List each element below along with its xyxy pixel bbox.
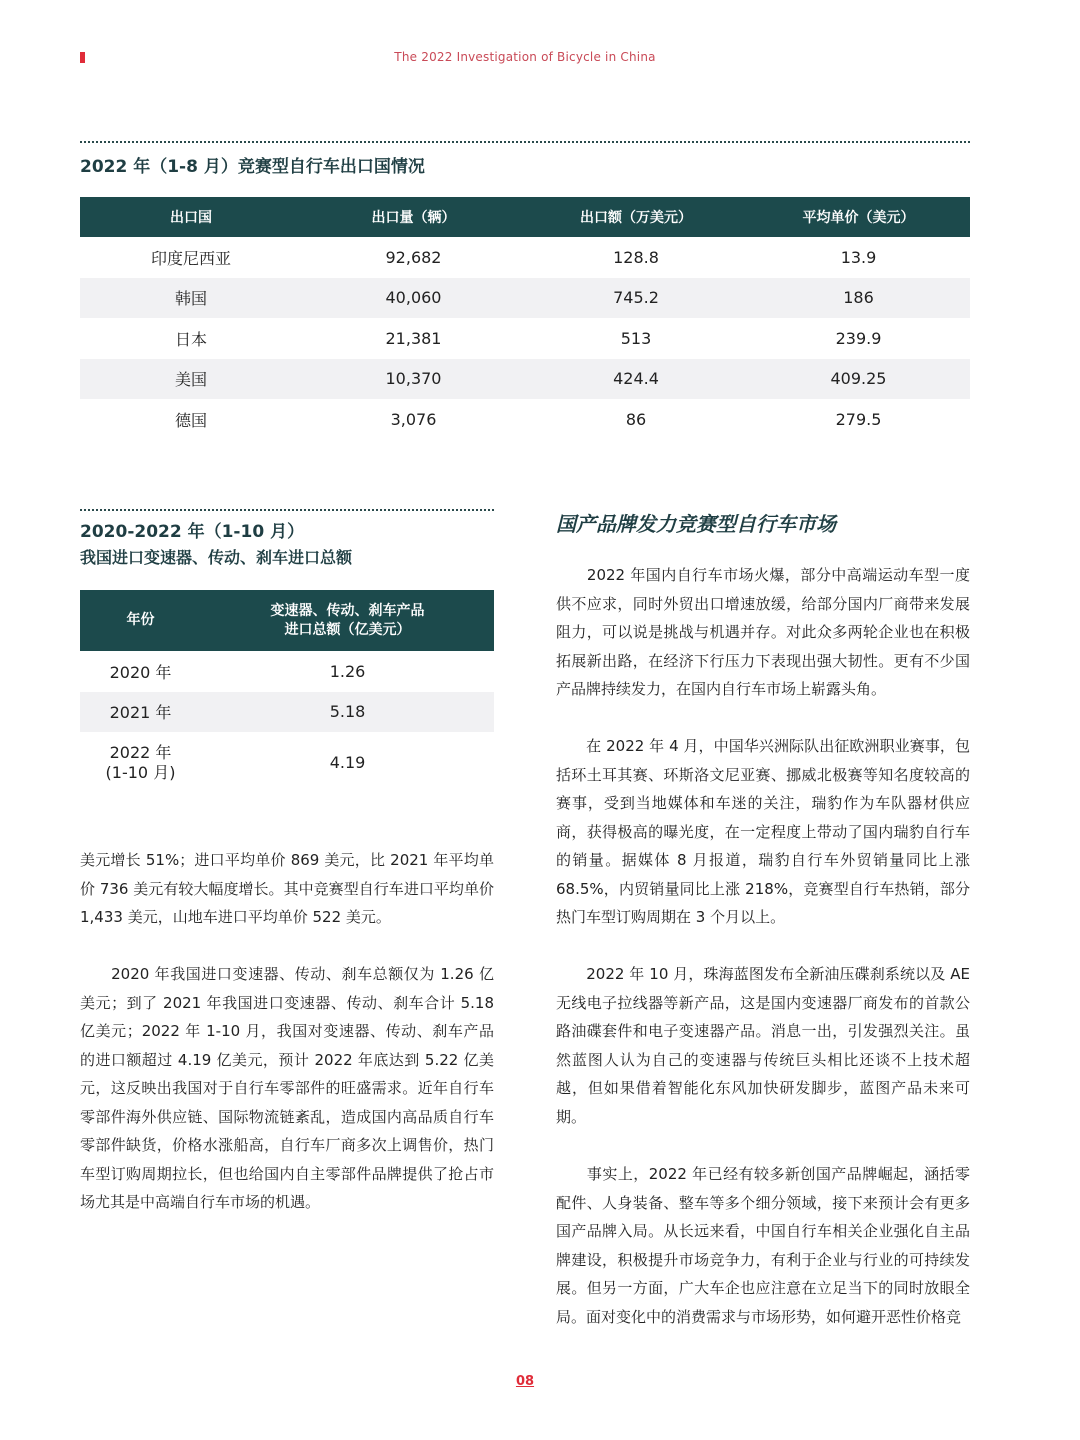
table-cell: 424.4	[525, 359, 747, 400]
section-heading: 国产品牌发力竞赛型自行车市场	[556, 512, 836, 536]
table-row	[80, 732, 494, 793]
column-header-line1: 变速器、传动、刹车产品	[270, 602, 425, 619]
table-row	[80, 359, 970, 400]
table-cell: 4.19	[329, 752, 366, 772]
table-cell: 409.25	[747, 359, 970, 400]
table-cell: 2020 年	[109, 662, 172, 682]
right-paragraph-3: 2022 年 10 月，珠海蓝图发布全新油压碟刹系统以及 AE 无线电子拉线器等新产品，这是国内变速器厂商发布的首款公路油碟套件和电子变速器产品。消息一出，引发强烈关注。虽然蓝图人认为自己的变速器与传统巨头相比还谈不上技术超越，但如果借着智能化东风加快研发脚步，蓝图产品未来可期。	[556, 965, 970, 1126]
import-totals-table	[80, 590, 494, 793]
table-cell: 86	[625, 409, 647, 429]
table-cell: 3,076	[390, 409, 437, 429]
table-row	[80, 237, 970, 278]
right-paragraph-4: 事实上，2022 年已经有较多新创国产品牌崛起，涵括零配件、人身装备、整车等多个细分领域，接下来预计会有更多国产品牌入局。从长远来看，中国自行车相关企业强化自主品牌建设，积极提升市场竞争力，有利于企业与行业的可持续发展。但另一方面，广大车企也应注意在立足当下的同时放眼全局。面对变化中的消费需求与市场形势，如何避开恶性价格竞	[556, 1165, 970, 1326]
table2-title-line1: 2020-2022 年（1-10 月）	[80, 522, 305, 542]
year-sublabel: (1-10 月)	[105, 762, 176, 782]
dotted-divider	[80, 141, 970, 143]
year-label: 2022 年	[109, 742, 172, 762]
table-cell: 1.26	[329, 661, 366, 681]
export-countries-table	[80, 197, 970, 440]
table-row	[80, 399, 970, 440]
table-cell: 40,060	[302, 278, 525, 319]
column-header-unit-price: 平均单价（美元）	[747, 197, 970, 237]
table-cell: 279.5	[835, 409, 882, 429]
table-cell: 10,370	[302, 359, 525, 400]
table-cell: 韩国	[80, 278, 302, 319]
right-paragraph-2: 在 2022 年 4 月，中国华兴洲际队出征欧洲职业赛事，包括环土耳其赛、环斯洛文尼亚赛、挪威北极赛等知名度较高的赛事，受到当地媒体和车迷的关注，瑞豹作为车队器材供应商，获得极高的曝光度，在一定程度上带动了国内瑞豹自行车的销量。据媒体 8 月报道，瑞豹自行车外贸销量同比上涨 68.5%，内贸销量同比上涨 218%，竞赛型自行车热销，部分热门车型订购周期在 3 个月以上。	[556, 737, 970, 926]
table-cell: 德国	[174, 410, 207, 430]
left-paragraph-1: 美元增长 51%；进口平均单价 869 美元，比 2021 年平均单价 736 美元有较大幅度增长。其中竞赛型自行车进口平均单价 1,433 美元，山地车进口平均单价 522 美元。	[80, 851, 494, 926]
table-cell: 186	[747, 278, 970, 319]
table-row	[80, 278, 970, 319]
left-paragraph-2: 2020 年我国进口变速器、传动、刹车总额仅为 1.26 亿美元；到了 2021 年我国进口变速器、传动、刹车合计 5.18 亿美元；2022 年 1-10 月，我国对变速器、传动、刹车产品的进口额超过 4.19 亿美元，预计 2022 年底达到 5.22 亿美元，这反映出我国对于自行车零部件的旺盛需求。近年自行车零部件海外供应链、国际物流链紊乱，造成国内高品质自行车零部件缺货，价格水涨船高，自行车厂商多次上调售价，热门车型订购周期拉长，但也给国内自主零部件品牌提供了抢占市场尤其是中高端自行车市场的机遇。	[80, 965, 494, 1211]
table2-title-line2: 我国进口变速器、传动、刹车进口总额	[80, 548, 353, 567]
table-row	[80, 318, 970, 359]
table-row	[80, 651, 494, 692]
table-cell: 5.18	[201, 692, 494, 733]
header-title: The 2022 Investigation of Bicycle in China	[394, 50, 656, 64]
table-cell: 日本	[174, 329, 207, 349]
table-cell: 92,682	[385, 247, 442, 267]
table-cell: 美国	[80, 359, 302, 400]
table-cell: 2021 年	[80, 692, 201, 733]
page-number: 08	[515, 1374, 535, 1389]
table2-title	[80, 520, 352, 570]
table-cell: 745.2	[525, 278, 747, 319]
table-cell: 128.8	[613, 247, 659, 267]
column-header-quantity: 出口量（辆）	[302, 197, 525, 237]
table-cell: 513	[620, 328, 652, 348]
dotted-divider	[80, 509, 494, 511]
table-row	[80, 692, 494, 733]
column-header-amount: 出口额（万美元）	[525, 197, 747, 237]
table-cell	[80, 732, 201, 793]
column-header-import-total	[201, 590, 494, 651]
column-header-line2: 进口总额（亿美元）	[284, 621, 411, 638]
table-cell: 印度尼西亚	[150, 248, 231, 268]
right-paragraph-1: 2022 年国内自行车市场火爆，部分中高端运动车型一度供不应求，同时外贸出口增速放缓，给部分国内厂商带来发展阻力，可以说是挑战与机遇并存。对此众多两轮企业也在积极拓展新出路，在经济下行压力下表现出强大韧性。更有不少国产品牌持续发力，在国内自行车市场上崭露头角。	[556, 566, 970, 698]
table-cell: 21,381	[385, 328, 442, 348]
table-cell: 13.9	[840, 247, 877, 267]
table-cell: 239.9	[835, 328, 882, 348]
column-header-year: 年份	[80, 590, 201, 651]
column-header-country: 出口国	[80, 197, 302, 237]
table1-title: 2022 年（1-8 月）竞赛型自行车出口国情况	[80, 157, 425, 177]
